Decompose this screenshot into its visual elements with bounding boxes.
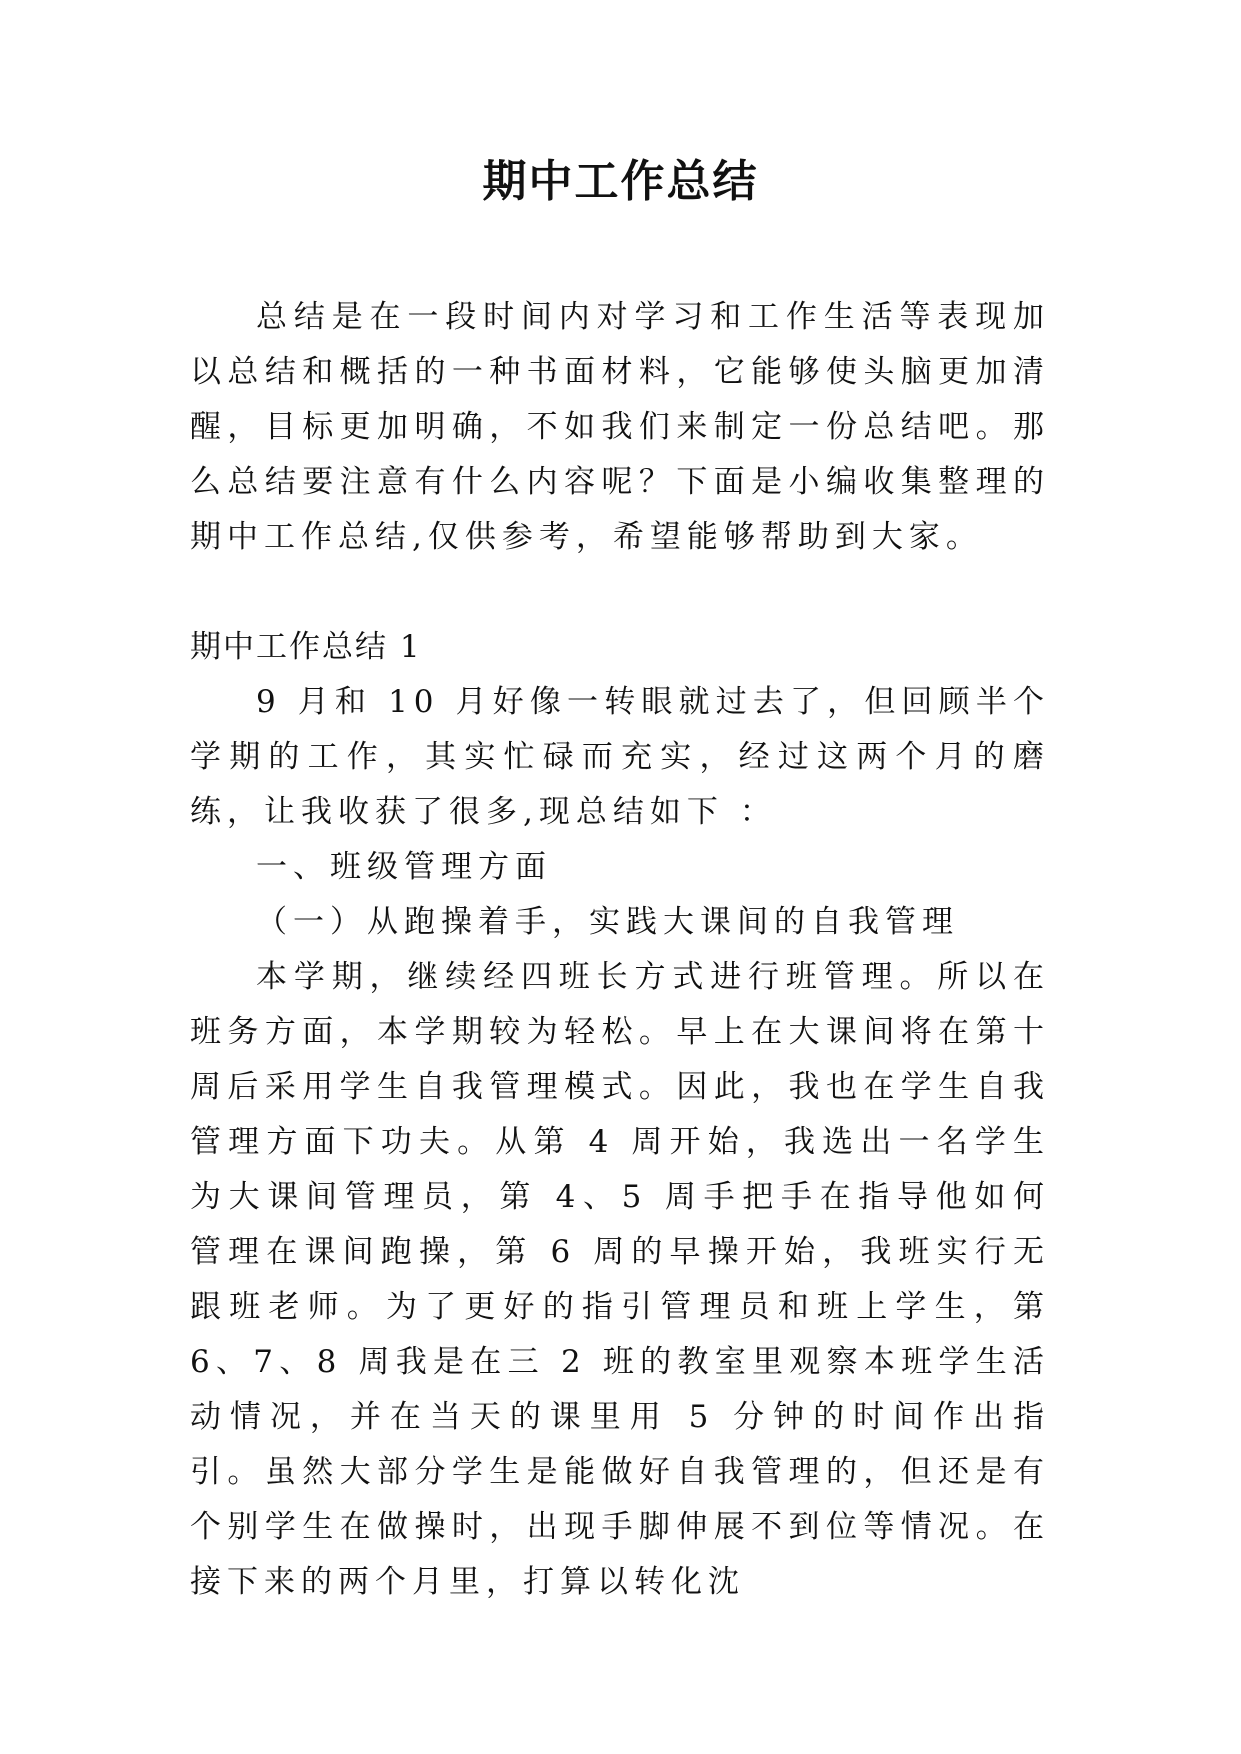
document-title: 期中工作总结: [482, 156, 759, 207]
section-heading: 期中工作总结 1: [190, 629, 422, 665]
intro-paragraph: 总结是在一段时间内对学习和工作生活等表现加以总结和概括的一种书面材料，它能够使头脑更加清醒，目标更加明确，不如我们来制定一份总结吧。那么总结要注意有什么内容呢？下面是小编收集整理的期中工作总结,仅供参考，希望能够帮助到大家。: [190, 299, 1050, 555]
subsection-heading-2: （一）从跑操着手，实践大课间的自我管理: [256, 904, 959, 940]
body-paragraph-1: 9 月和 10 月好像一转眼就过去了，但回顾半个学期的工作，其实忙碌而充实，经过这两个月的磨练，让我收获了很多,现总结如下 ：: [190, 684, 1050, 830]
document-body: [190, 290, 1050, 1610]
body-paragraph-2: 本学期，继续经四班长方式进行班管理。所以在班务方面，本学期较为轻松。早上在大课间将在第十周后采用学生自我管理模式。因此，我也在学生自我管理方面下功夫。从第 4 周开始，我选出一名学生为大课间管理员，第 4、5 周手把手在指导他如何管理在课间跑操，第 6 周的早操开始，我班实行无跟班老师。为了更好的指引管理员和班上学生，第 6、7、8 周我是在三 2 班的教室里观察本班学生活动情况，并在当天的课里用 5 分钟的时间作出指引。虽然大部分学生是能做好自我管理的，但还是有个别学生在做操时，出现手脚伸展不到位等情况。在接下来的两个月里，打算以转化沈: [190, 959, 1050, 1600]
subsection-heading-1: 一、班级管理方面: [256, 849, 552, 885]
